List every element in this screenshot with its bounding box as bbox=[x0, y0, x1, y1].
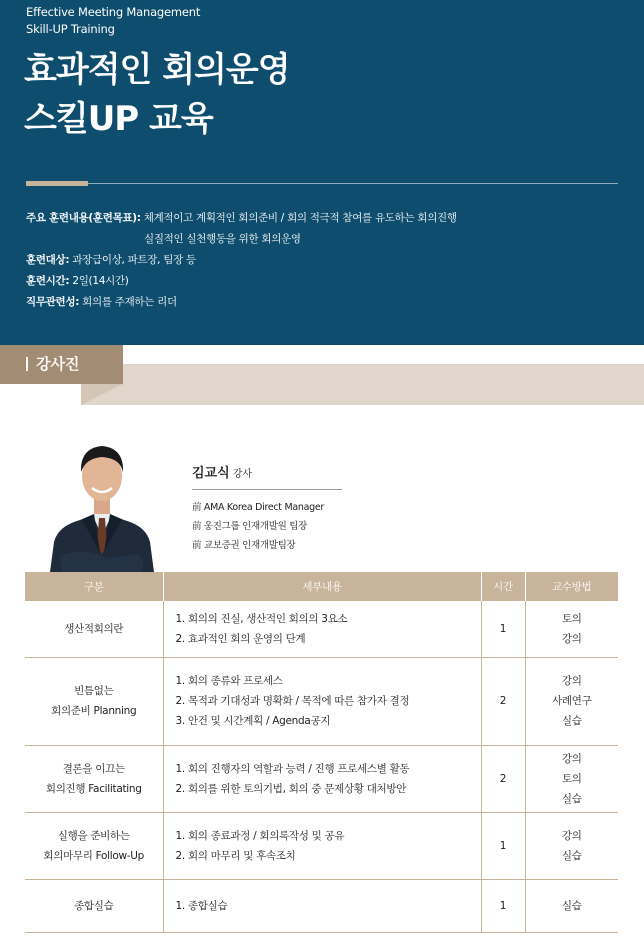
method-line: 사례연구 bbox=[552, 695, 592, 707]
cell-details bbox=[163, 745, 481, 812]
detail-line: 2. 목적과 기대성과 명확화 / 목적에 따른 참가자 결정 bbox=[175, 695, 410, 707]
table-row bbox=[25, 812, 618, 879]
info-time bbox=[26, 271, 457, 292]
instructor-career-item: 前 교보증권 인재개발팀장 bbox=[192, 540, 296, 551]
cell-method bbox=[525, 812, 618, 879]
cell-details bbox=[163, 812, 481, 879]
info-time-text: 2일(14시간) bbox=[72, 275, 129, 287]
header-details: 세부내용 bbox=[163, 572, 481, 601]
header-category: 구분 bbox=[25, 572, 163, 601]
instructor-photo bbox=[46, 424, 158, 572]
detail-line: 2. 효과적인 회의 운영의 단계 bbox=[175, 632, 306, 645]
instructor-profile bbox=[192, 464, 342, 555]
cell-details bbox=[163, 879, 481, 932]
header-banner bbox=[0, 0, 644, 345]
method-line: 실습 bbox=[561, 849, 582, 862]
info-relevance-label: 직무관련성: bbox=[26, 296, 80, 308]
cell-category bbox=[25, 745, 163, 812]
method-line: 토의 bbox=[561, 772, 582, 785]
instructor-career-item: 前 웅진그룹 인재개발원 팀장 bbox=[192, 521, 308, 532]
header-hours: 시간 bbox=[481, 572, 525, 601]
cell-hours: 1 bbox=[481, 601, 525, 657]
category-line: 실행을 준비하는 bbox=[57, 829, 130, 842]
english-subtitle-line-2: Skill-UP Training bbox=[26, 22, 115, 36]
info-goal-text: 체계적이고 계획적인 회의준비 / 회의 적극적 참여를 유도하는 회의진행 bbox=[143, 212, 457, 224]
detail-line: 1. 회의 종류와 프로세스 bbox=[175, 675, 283, 687]
category-line: 결론을 이끄는 bbox=[62, 762, 125, 775]
cell-method bbox=[525, 657, 618, 745]
cell-hours: 1 bbox=[481, 879, 525, 932]
instructor-name-underline bbox=[192, 489, 342, 490]
cell-details bbox=[163, 657, 481, 745]
detail-line: 1. 회의의 진실, 생산적인 회의의 3요소 bbox=[175, 612, 348, 625]
method-line: 강의 bbox=[561, 829, 582, 842]
divider-accent bbox=[26, 181, 88, 186]
info-goal-label: 주요 훈련내용(훈련목표): bbox=[26, 212, 141, 224]
instructor-name-line bbox=[192, 464, 342, 485]
cell-hours: 1 bbox=[481, 812, 525, 879]
info-time-label: 훈련시간: bbox=[26, 275, 70, 287]
instructor-role: 강사 bbox=[232, 469, 253, 480]
detail-line: 1. 회의 진행자의 역할과 능력 / 진행 프로세스별 활동 bbox=[175, 762, 410, 775]
info-goal-text-2: 실질적인 실천행동을 위한 회의운영 bbox=[144, 233, 301, 245]
method-line: 토의 bbox=[561, 612, 582, 625]
method-line: 강의 bbox=[561, 632, 582, 645]
table-row bbox=[25, 879, 618, 932]
english-subtitle-line-1: Effective Meeting Management bbox=[26, 5, 201, 19]
cell-category bbox=[25, 657, 163, 745]
cell-category bbox=[25, 812, 163, 879]
info-relevance-text: 회의를 주재하는 리더 bbox=[82, 296, 177, 308]
cell-hours: 2 bbox=[481, 745, 525, 812]
table-row bbox=[25, 745, 618, 812]
table-row bbox=[25, 601, 618, 657]
section-band bbox=[81, 364, 644, 405]
page-title bbox=[24, 46, 290, 144]
detail-line: 2. 회의를 위한 토의기법, 회의 중 문제상황 대처방안 bbox=[175, 782, 407, 795]
header-method: 교수방법 bbox=[525, 572, 618, 601]
section-tab-bar bbox=[26, 357, 28, 371]
instructor-name: 김교식 bbox=[192, 466, 230, 481]
section-band-shadow bbox=[81, 384, 123, 405]
info-relevance bbox=[26, 292, 457, 313]
cell-category bbox=[25, 601, 163, 657]
training-info bbox=[26, 208, 457, 313]
divider-line bbox=[26, 183, 618, 184]
info-goal bbox=[26, 208, 457, 229]
method-line: 강의 bbox=[561, 752, 582, 765]
cell-method bbox=[525, 879, 618, 932]
cell-details bbox=[163, 601, 481, 657]
category-line: 생산적회의란 bbox=[64, 622, 124, 635]
method-line: 실습 bbox=[561, 715, 582, 727]
method-line: 실습 bbox=[561, 792, 582, 805]
category-line: 회의진행 Facilitating bbox=[45, 782, 142, 795]
curriculum-table bbox=[25, 572, 618, 933]
table-row bbox=[25, 657, 618, 745]
detail-line: 1. 회의 종료과정 / 회의록작성 및 공유 bbox=[175, 829, 345, 842]
category-line: 회의마무리 Follow-Up bbox=[43, 849, 145, 862]
method-line: 실습 bbox=[561, 899, 582, 912]
english-subtitle bbox=[26, 4, 200, 38]
cell-method bbox=[525, 745, 618, 812]
category-line: 회의준비 Planning bbox=[51, 705, 137, 717]
cell-category bbox=[25, 879, 163, 932]
method-line: 강의 bbox=[561, 675, 582, 687]
section-title: 강사진 bbox=[36, 355, 80, 373]
section-tab bbox=[0, 345, 123, 384]
detail-line: 2. 회의 마무리 및 후속조치 bbox=[175, 849, 296, 862]
detail-line: 1. 종합실습 bbox=[175, 899, 228, 912]
instructor-career-item: 前 AMA Korea Direct Manager bbox=[192, 502, 324, 513]
detail-line: 3. 안건 및 시간계획 / Agenda공지 bbox=[175, 715, 331, 727]
page-title-line-1: 효과적인 회의운영 bbox=[24, 50, 290, 90]
cell-hours: 2 bbox=[481, 657, 525, 745]
info-target bbox=[26, 250, 457, 271]
info-target-text: 과장급이상, 파트장, 팀장 등 bbox=[72, 254, 196, 266]
category-line: 종합실습 bbox=[74, 899, 114, 912]
info-target-label: 훈련대상: bbox=[26, 254, 70, 266]
cell-method bbox=[525, 601, 618, 657]
category-line: 빈틈없는 bbox=[74, 685, 114, 697]
table-header-row bbox=[25, 572, 618, 601]
page-title-line-2: 스킬UP 교육 bbox=[24, 99, 213, 139]
